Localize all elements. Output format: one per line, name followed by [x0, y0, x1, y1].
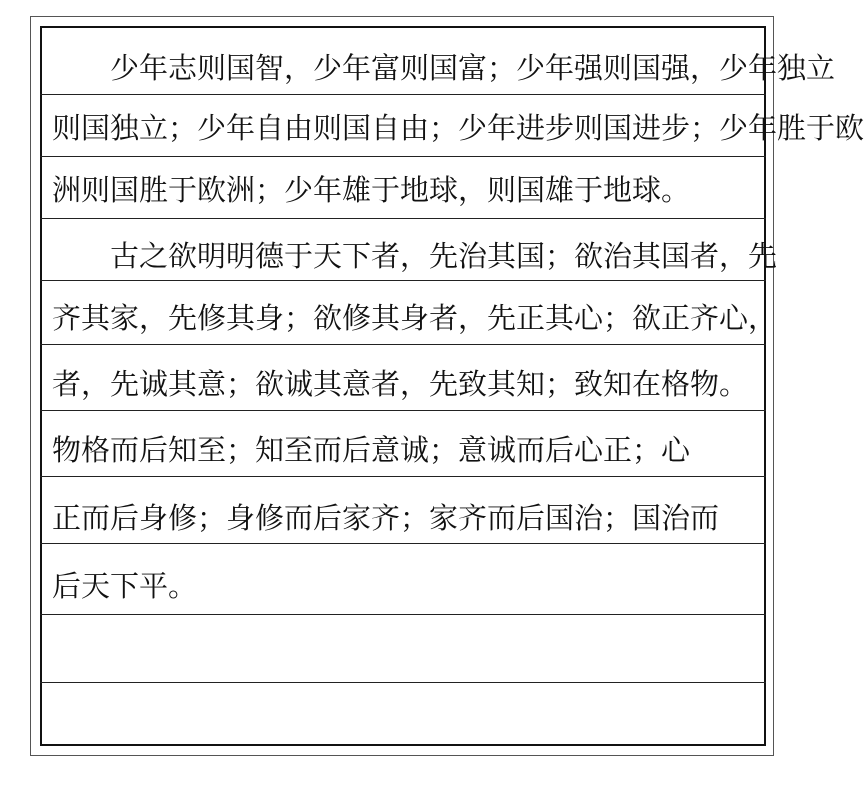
text-line-1: 少年志则国智，少年富则国富；少年强则国强，少年独立 — [110, 51, 836, 85]
text-line-7: 物格而后知至；知至而后意诚；意诚而后心正；心 — [52, 433, 691, 467]
text-line-6: 者，先诚其意；欲诚其意者，先致其知；致知在格物。 — [52, 367, 749, 401]
text-line-8: 正而后身修；身修而后家齐；家齐而后国治；国治而 — [52, 501, 720, 535]
ruled-line — [40, 543, 766, 544]
ruled-line — [40, 156, 766, 157]
text-line-3: 洲则国胜于欧洲；少年雄于地球，则国雄于地球。 — [52, 173, 691, 207]
ruled-line — [40, 280, 766, 281]
ruled-line — [40, 476, 766, 477]
ruled-line — [40, 410, 766, 411]
ruled-line — [40, 218, 766, 219]
ruled-line — [40, 614, 766, 615]
text-line-9: 后天下平。 — [52, 569, 198, 603]
ruled-line — [40, 94, 766, 95]
ruled-line — [40, 682, 766, 683]
text-line-4: 古之欲明明德于天下者，先治其国；欲治其国者，先 — [110, 239, 778, 273]
text-line-5: 齐其家，先修其身；欲修其身者，先正其心；欲正齐心， — [52, 301, 778, 335]
ruled-line — [40, 344, 766, 345]
text-line-2: 则国独立；少年自由则国自由；少年进步则国进步；少年胜于欧 — [52, 111, 864, 145]
